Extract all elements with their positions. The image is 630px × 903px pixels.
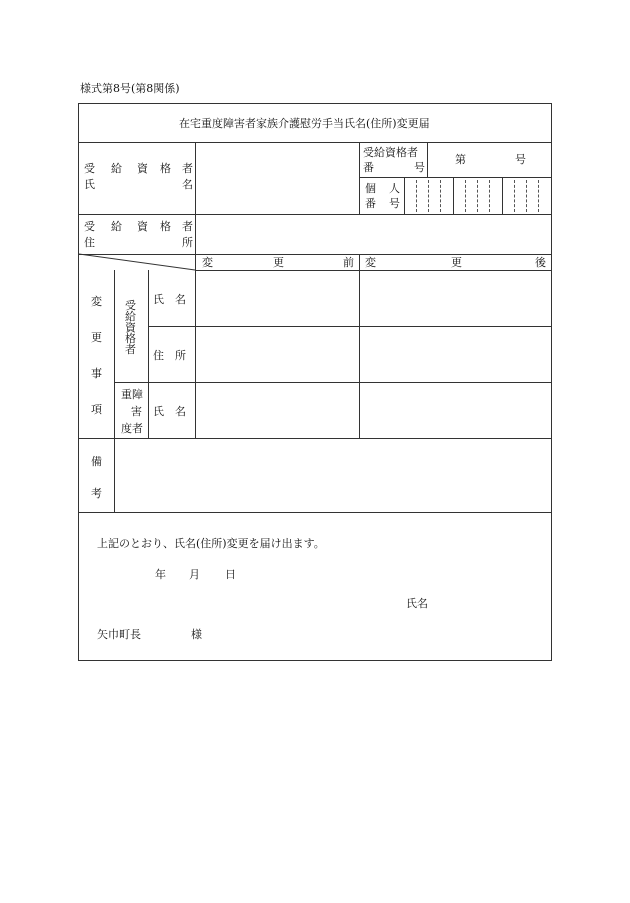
form-number-label: 様式第8号(第8関係) <box>80 82 180 95</box>
recipient-number-prefix: 第 <box>455 153 466 166</box>
applicant-name-label: 氏名 <box>406 597 428 610</box>
recipient-number-suffix: 号 <box>515 153 526 166</box>
honorific: 様 <box>191 628 202 641</box>
diagonal-line <box>79 104 553 664</box>
form-title: 在宅重度障害者家族介護慰労手当氏名(住所)変更届 <box>179 117 430 130</box>
declaration-text: 上記のとおり、氏名(住所)変更を届け出ます。 <box>97 537 325 550</box>
addressee: 矢巾町長 <box>97 628 141 641</box>
recipient-group-label: 受給資格者 <box>125 299 136 356</box>
notification-form: 在宅重度障害者家族介護慰労手当氏名(住所)変更届 受 給 資 格 者 氏 名 受給資格者 番 号 第 号 個 人 番 号 受 給 資 格 者 住 所 変 更 前 変 更 後 変 更 事 項 受給資格者 氏 名 住 所 重障 害 度者 氏 名 備 考 上記のとおり、氏名(住所)変更を届け出ます。 年 月 日 氏名 矢巾町長 様 <box>78 103 552 661</box>
